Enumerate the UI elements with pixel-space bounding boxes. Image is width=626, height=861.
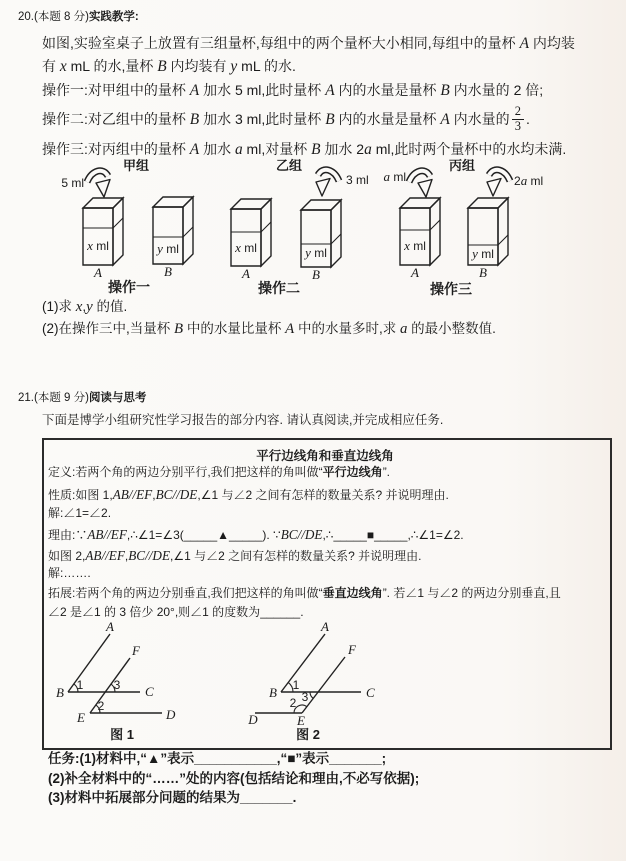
cup-A-bing-amount: x ml [404, 238, 426, 253]
q20-intro-line-1: 如图,实验室桌子上放置有三组量杯,每组中的两个量杯大小相同,每组中的量杯 A 内均装 [42, 35, 575, 52]
cup-A-yi-letter: A [242, 266, 250, 281]
fig1-ray-BA [68, 634, 110, 692]
pour-label-2a-ml: 2a ml [514, 173, 544, 188]
group-bing-label: 丙组 [448, 158, 476, 173]
water-line-B-jia [153, 227, 193, 237]
fig2-angle2-label: 2 [289, 696, 297, 710]
pour-label-5ml: 5 ml [61, 176, 84, 190]
material-definition-line: 定义:若两个角的两边分别平行,我们把这样的角叫做“平行边线角”. [48, 465, 391, 479]
curved-pour-arrow-icon [487, 170, 510, 196]
q21-task1-line: 任务:(1)材料中,“▲”表示___________,“■”表示_______; [48, 751, 387, 766]
curved-pour-arrow-icon [316, 170, 339, 196]
pour-label-a-ml: a ml [383, 169, 406, 184]
fig2-point-B: B [269, 685, 277, 700]
fig2-angle3-label: 3 [301, 690, 309, 704]
fig1-point-B: B [56, 685, 64, 700]
cup-B-yi-amount: y ml [305, 245, 327, 260]
fig2-ray-EF [302, 657, 345, 713]
cup-B-yi-letter: B [312, 267, 320, 282]
fig1-point-E: E [77, 710, 85, 725]
water-line-A-jia [83, 218, 123, 228]
q21-task2-line: (2)补全材料中的“……”处的内容(包括结论和理由,不必写依据); [48, 771, 420, 786]
fig2-point-F: F [348, 642, 356, 657]
fig1-ray-EF [90, 658, 130, 713]
fig1-angle1-label: 1 [76, 678, 84, 692]
q20-operation-1-line: 操作一:对甲组中的量杯 A 加水 5 ml,此时量杯 A 内的水量是量杯 B 内水量的 2 倍; [42, 82, 544, 99]
fig1-angle2-label: 2 [97, 699, 105, 713]
fig1-angle3-label: 3 [113, 678, 121, 692]
water-line-B-bing [468, 235, 508, 245]
fig1-caption: 图 1 [110, 727, 134, 742]
pour-label-3ml: 3 ml [346, 173, 369, 187]
material-figure2-question-line: 如图 2,AB//EF,BC//DE,∠1 与∠2 之间有怎样的数量关系? 并说明理由. [48, 548, 422, 563]
group-yi-label: 乙组 [275, 158, 303, 173]
cup-A-bing-letter: A [411, 265, 419, 280]
material-title: 平行边线角和垂直边线角 [256, 449, 394, 463]
fig1-point-F: F [132, 643, 140, 658]
fig2-angle1-label: 1 [292, 678, 300, 692]
water-line-A-bing [400, 220, 440, 230]
fig2-point-A: A [321, 619, 329, 634]
cup-B-jia-amount: y ml [157, 241, 179, 256]
cup-B-bing-letter: B [479, 265, 487, 280]
operation-2-caption: 操作二 [258, 280, 300, 296]
material-solution1-line: 解:∠1=∠2. [48, 506, 112, 520]
fig2-point-C: C [366, 685, 375, 700]
measuring-cups-diagram [0, 152, 626, 302]
water-line-B-yi [301, 234, 341, 244]
operation-1-caption: 操作一 [108, 279, 150, 295]
group-jia-label: 甲组 [122, 158, 150, 173]
cup-A-jia [83, 198, 123, 265]
cup-B-jia-letter: B [164, 264, 172, 279]
fig1-point-A: A [106, 619, 114, 634]
material-extension-line-1: 拓展:若两个角的两边分别垂直,我们把这样的角叫做“垂直边线角”. 若∠1 与∠2 的两边分别垂直,且 [48, 586, 561, 600]
curved-pour-arrow-icon [409, 171, 432, 197]
q20-operation-3-line: 操作三:对丙组中的量杯 A 加水 a ml,对量杯 B 加水 2a ml,此时两个量杯中的水均未满. [42, 141, 567, 158]
fig2-point-E: E [297, 713, 305, 728]
q21-header: 21.(本题 9 分)阅读与思考 [18, 392, 147, 404]
cup-B-bing-amount: y ml [472, 246, 494, 261]
fig1-point-C: C [145, 684, 154, 699]
q21-intro-line: 下面是博学小组研究性学习报告的部分内容. 请认真阅读,并完成相应任务. [42, 413, 444, 427]
figure-2 [247, 619, 375, 742]
fig2-caption: 图 2 [296, 727, 320, 742]
q20-part1-line: (1)求 x,y 的值. [42, 299, 128, 315]
material-extension-line-2: ∠2 是∠1 的 3 倍少 20°,则∠1 的度数为______. [48, 605, 304, 619]
group-yi [231, 158, 369, 296]
cup-A-yi-amount: x ml [235, 240, 257, 255]
group-bing [384, 158, 544, 297]
figure-1 [56, 619, 176, 742]
group-jia [61, 158, 193, 295]
angle-figures [0, 618, 626, 746]
cup-A-jia-letter: A [94, 265, 102, 280]
fig2-ray-BA [281, 634, 325, 692]
material-property-line: 性质:如图 1,AB//EF,BC//DE,∠1 与∠2 之间有怎样的数量关系? 并说明理由. [48, 487, 449, 502]
q20-operation-2-line: 操作二:对乙组中的量杯 B 加水 3 ml,此时量杯 B 内的水量是量杯 A 内水量的 $\frac{2}{3}$ . [42, 104, 530, 133]
material-solution2-ellipsis-line: 解:……. [48, 566, 91, 580]
fig2-point-D: D [248, 712, 258, 727]
q21-task3-line: (3)材料中拓展部分问题的结果为_______. [48, 790, 297, 805]
q20-part2-line: (2)在操作三中,当量杯 B 中的水量比量杯 A 中的水量多时,求 a 的最小整数值. [42, 321, 496, 337]
operation-3-caption: 操作三 [430, 281, 472, 297]
fig2-angle3-arc [310, 692, 313, 698]
q20-intro-line-2: 有 x mL 的水,量杯 B 内均装有 y mL 的水. [42, 58, 296, 75]
fig1-point-D: D [166, 707, 176, 722]
water-line-A-yi [231, 222, 271, 232]
q20-header: 20.(本题 8 分)实践教学: [18, 11, 139, 23]
curved-pour-arrow-icon [87, 171, 110, 197]
cup-A-bing [400, 198, 440, 265]
material-reason-line-with-blanks: 理由:∵AB//EF,∴∠1=∠3(_____▲_____). ∵BC//DE,∴_____■_____,∴∠1=∠2. [48, 527, 464, 542]
cup-A-jia-amount: x ml [87, 238, 109, 253]
